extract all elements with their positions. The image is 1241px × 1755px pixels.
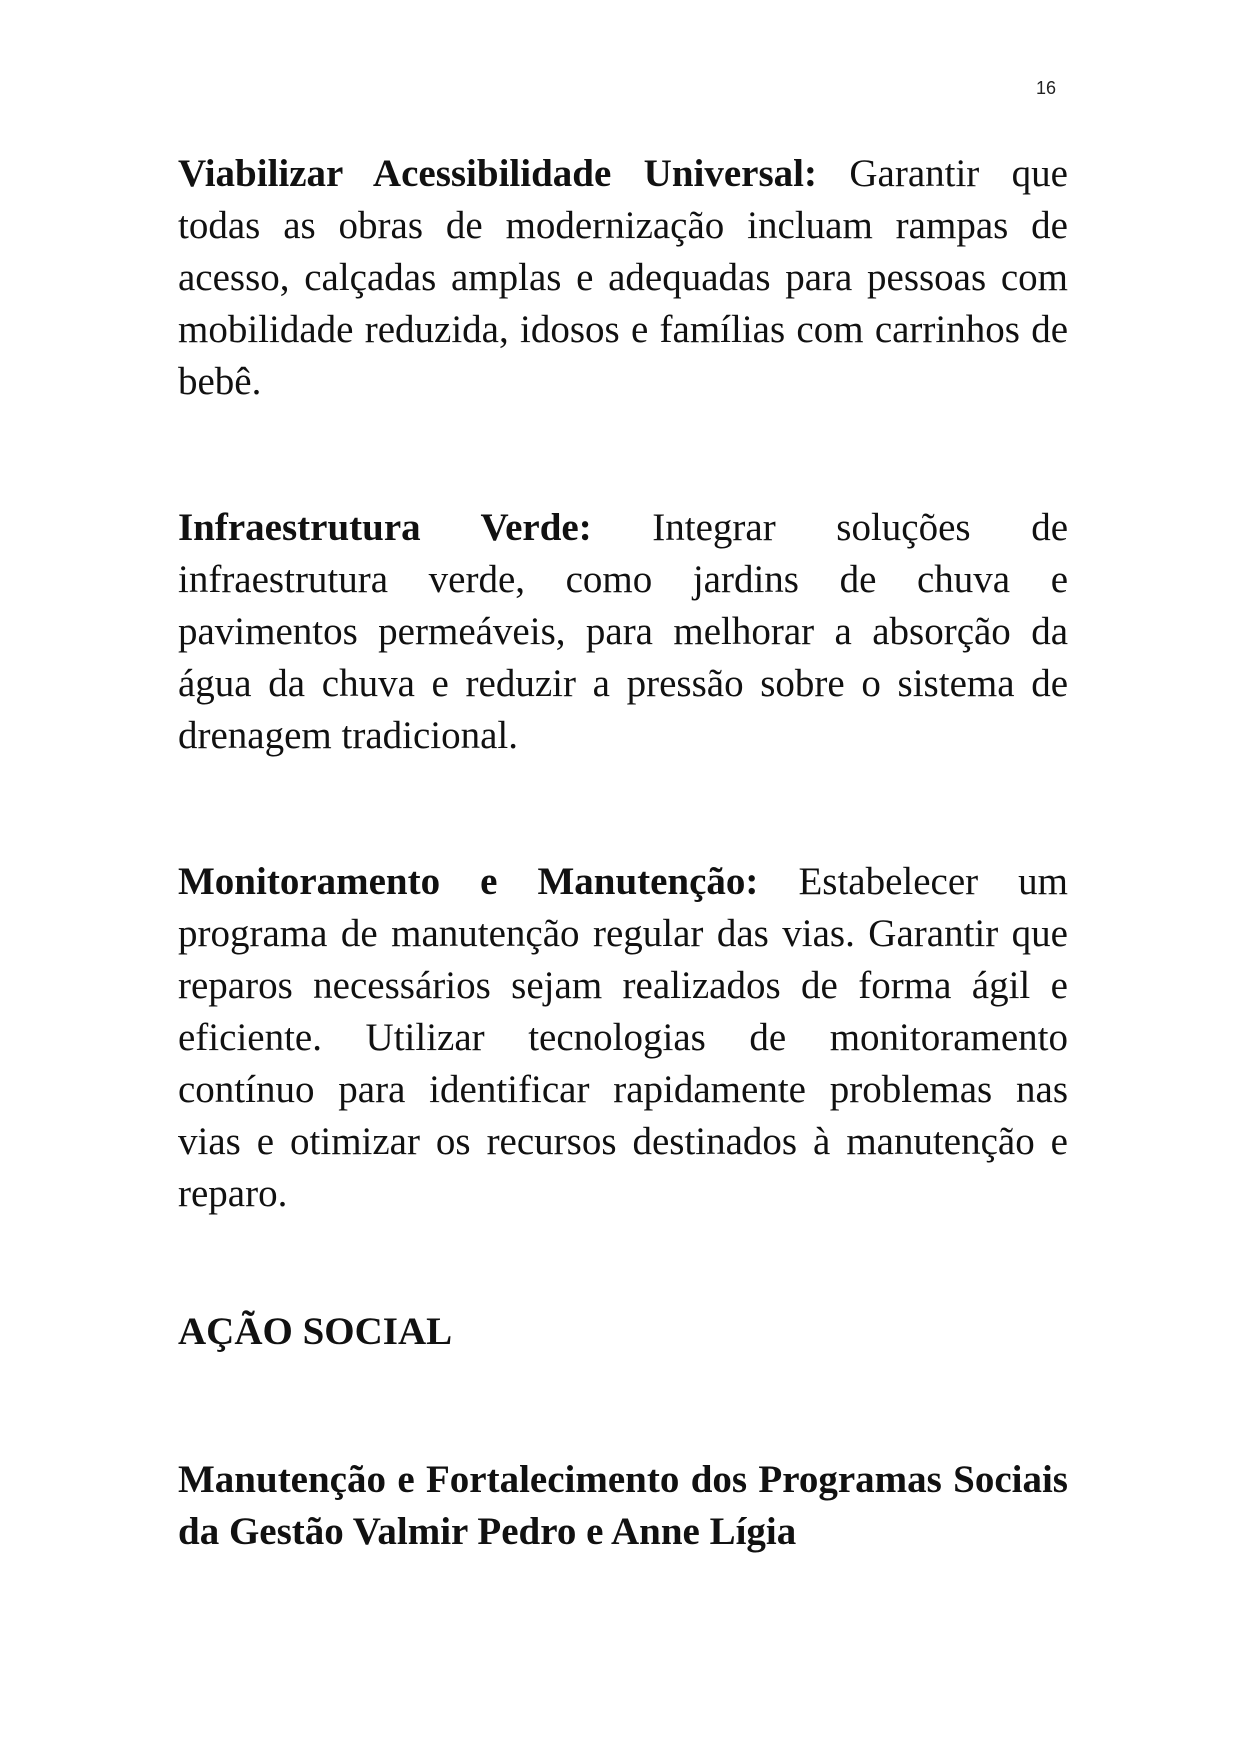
paragraph-text: Estabelecer um programa de manutenção regular das vias. Garantir que reparos necessários sejam realizados de forma ágil e eficiente. Utilizar tecnologias de monitoramento contínuo para identificar rapidamente problemas nas vias e otimizar os recursos destinados à manutenção e reparo.	[178, 860, 1068, 1215]
paragraph-text: Garantir que todas as obras de modernização incluam rampas de acesso, calçadas amplas e adequadas para pessoas com mobilidade reduzida, idosos e famílias com carrinhos de bebê.	[178, 152, 1068, 403]
paragraph-text: Integrar soluções de infraestrutura verde, como jardins de chuva e pavimentos permeáveis, para melhorar a absorção da água da chuva e reduzir a pressão sobre o sistema de drenagem tradicional.	[178, 506, 1068, 757]
paragraph-title: Viabilizar Acessibilidade Universal:	[178, 152, 817, 195]
section-subheading: Manutenção e Fortalecimento dos Programas Sociais da Gestão Valmir Pedro e Anne Lígia	[178, 1458, 1068, 1553]
paragraph-acessibilidade	[178, 148, 1068, 408]
section-heading: AÇÃO SOCIAL	[178, 1310, 453, 1353]
paragraph-monitoramento	[178, 856, 1068, 1220]
paragraph-infraestrutura-verde	[178, 502, 1068, 762]
page-number: 16	[1035, 78, 1056, 98]
paragraph-title: Infraestrutura Verde:	[178, 506, 592, 549]
paragraph-title: Monitoramento e Manutenção:	[178, 860, 759, 903]
document-body	[178, 148, 1068, 1558]
